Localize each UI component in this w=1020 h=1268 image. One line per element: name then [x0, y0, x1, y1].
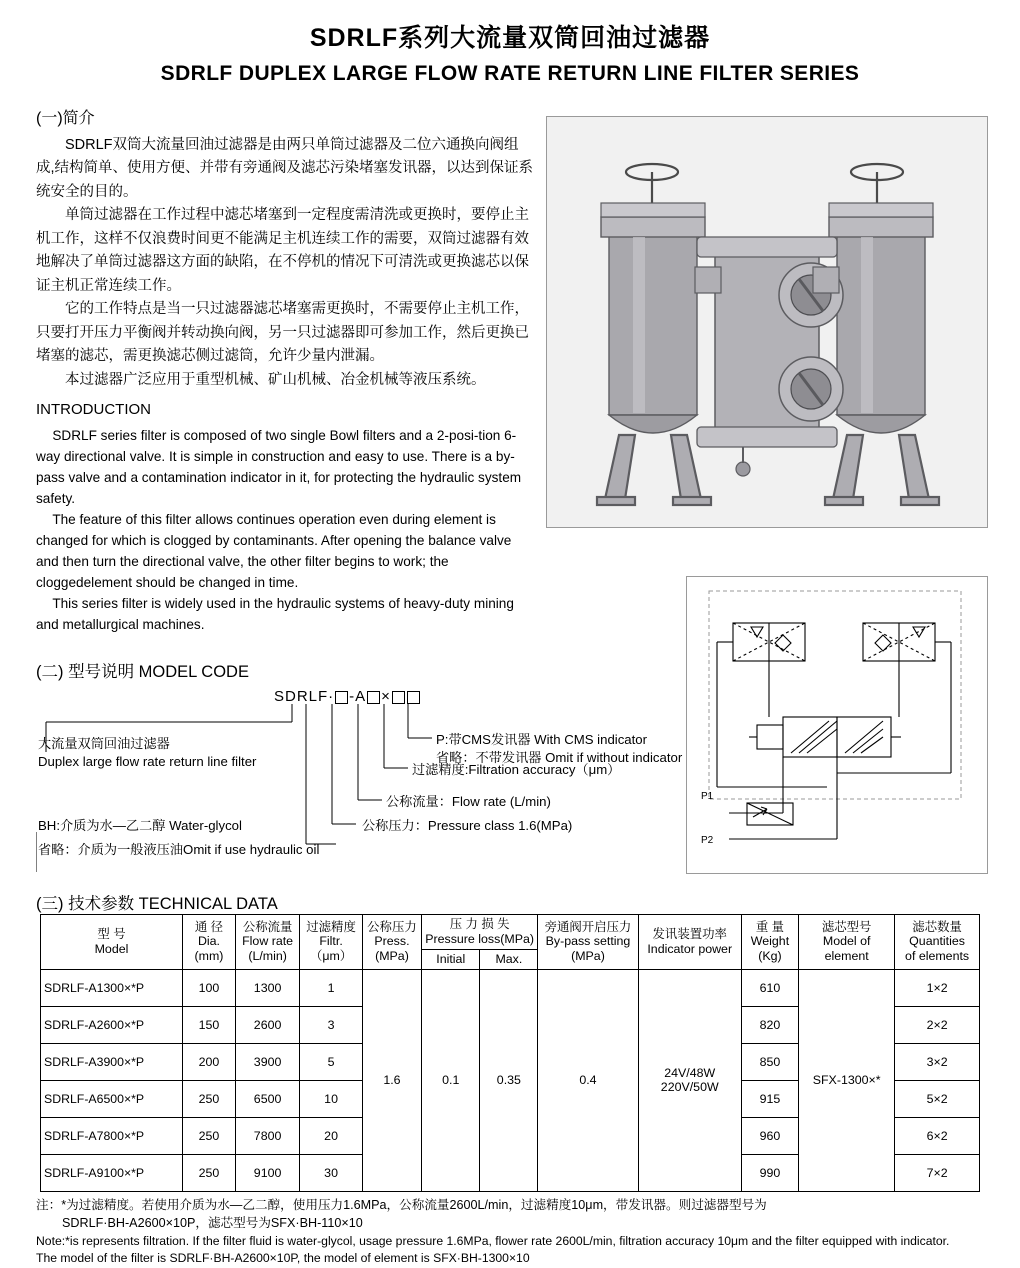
cell-bypass-merged: 0.4: [538, 969, 638, 1191]
label-pressure-class: 公称压力：Pressure class 1.6(MPa): [362, 818, 573, 833]
th-flow: 公称流量 Flow rate (L/min): [235, 915, 299, 970]
document-page: [0, 18, 1020, 1266]
cell-flow: 3900: [235, 1043, 299, 1080]
cell-model: SDRLF-A1300×*P: [41, 969, 183, 1006]
label-product-en: Duplex large flow rate return line filter: [38, 754, 257, 769]
cell-model: SDRLF-A7800×*P: [41, 1117, 183, 1154]
intro-heading-cn: (一)简介: [36, 110, 95, 127]
technical-data-table: [40, 914, 980, 1192]
code-box-4: [407, 691, 420, 704]
cell-filtr: 1: [300, 969, 363, 1006]
model-code-diagram: [36, 682, 686, 882]
label-filtration-accuracy: 过滤精度:Filtration accuracy（μm）: [412, 762, 621, 777]
cell-filtr: 30: [300, 1154, 363, 1191]
cell-weight: 610: [741, 969, 798, 1006]
intro-paragraph-1: SDRLF双筒大流量回油过滤器是由两只单筒过滤器及二位六通换向阀组成,结构简单、使用方便、并带有旁通阀及滤芯污染堵塞发讯器，以达到保证系统安全的目的。: [36, 136, 534, 200]
cell-filtr: 20: [300, 1117, 363, 1154]
cell-model: SDRLF-A6500×*P: [41, 1080, 183, 1117]
label-indicator-omit: 省略：不带发讯器 Omit if without indicator: [436, 750, 683, 765]
cell-weight: 850: [741, 1043, 798, 1080]
intro-heading-en: INTRODUCTION: [36, 401, 151, 419]
th-element-model: 滤芯型号 Model of element: [799, 915, 895, 970]
cell-weight: 990: [741, 1154, 798, 1191]
hydraulic-schematic: [686, 576, 988, 874]
th-loss-initial: Initial: [422, 949, 480, 969]
cell-dia: 150: [182, 1006, 235, 1043]
notes-section: [36, 1196, 986, 1268]
schematic-port-p2-label: P2: [701, 835, 714, 846]
cell-qty: 2×2: [895, 1006, 980, 1043]
cell-filtr: 3: [300, 1006, 363, 1043]
duplex-filter-illustration: [547, 117, 987, 527]
cell-indicator-merged: [638, 969, 741, 1191]
model-code-heading: (二) 型号说明 MODEL CODE: [36, 663, 249, 681]
indicator-line-1: 24V/48W: [664, 1066, 716, 1081]
cell-weight: 915: [741, 1080, 798, 1117]
cell-weight: 960: [741, 1117, 798, 1154]
cell-flow: 2600: [235, 1006, 299, 1043]
cell-qty: 5×2: [895, 1080, 980, 1117]
cell-flow: 1300: [235, 969, 299, 1006]
cell-dia: 100: [182, 969, 235, 1006]
intro-en-paragraph-3: This series filter is widely used in the hydraulic systems of heavy-duty mining and metallurgical machines.: [36, 596, 514, 633]
th-pressure-loss: 压 力 损 失 Pressure loss(MPa): [422, 915, 538, 950]
note-en-line-1: Note:*is represents filtration. If the filter fluid is water-glycol, usage pressure 1.6MPa, flower rate 2600L/min, filtration accuracy 10μm and the filter equipped with indicator.: [36, 1233, 950, 1248]
label-product-cn: 大流量双筒回油过滤器: [38, 736, 170, 751]
th-bypass: 旁通阀开启压力 By-pass setting (MPa): [538, 915, 638, 970]
label-bh-waterglycol: BH:介质为水—乙二醇 Water-glycol: [38, 818, 242, 833]
cell-flow: 9100: [235, 1154, 299, 1191]
label-indicator-p: P:带CMS发讯器 With CMS indicator: [436, 732, 648, 747]
th-model: 型 号 Model: [41, 915, 183, 970]
cell-filtr: 5: [300, 1043, 363, 1080]
schematic-port-p1-label: P1: [701, 791, 714, 802]
th-weight: 重 量 Weight (Kg): [741, 915, 798, 970]
code-box-3: [392, 691, 405, 704]
code-box-2: [367, 691, 380, 704]
introduction-section: [36, 106, 536, 635]
cell-flow: 6500: [235, 1080, 299, 1117]
page-title-cn: SDRLF系列大流量双筒回油过滤器: [309, 24, 711, 52]
model-code-string: SDRLF· -A ×: [274, 688, 421, 705]
cell-element-merged: SFX-1300×*: [799, 969, 895, 1191]
cell-flow: 7800: [235, 1117, 299, 1154]
cell-qty: 6×2: [895, 1117, 980, 1154]
th-indicator-power: 发讯装置功率 Indicator power: [638, 915, 741, 970]
note-en-line-2: The model of the filter is SDRLF·BH-A2600×10P, the model of element is SFX·BH-1300×10: [36, 1251, 530, 1266]
intro-en-paragraph-2: The feature of this filter allows continues operation even during element is changed for which is clogged by contaminants. After opening the balance valve and then turn the directional valve, the other filter begins to work; the cloggedelement should be changed in time.: [36, 511, 512, 590]
cell-loss-max-merged: 0.35: [480, 969, 538, 1191]
cell-qty: 7×2: [895, 1154, 980, 1191]
cell-qty: 1×2: [895, 969, 980, 1006]
cell-model: SDRLF-A3900×*P: [41, 1043, 183, 1080]
intro-paragraph-2: 单筒过滤器在工作过程中滤芯堵塞到一定程度需清洗或更换时，要停止主机工作，这样不仅浪费时间更不能满足主机连续工作的需要，双筒过滤器有效地解决了单筒过滤器这方面的缺陷，在不停机的情况下可清洗或更换滤芯以保证主机正常连续工作。: [36, 207, 529, 294]
cell-dia: 250: [182, 1154, 235, 1191]
page-title-en: SDRLF DUPLEX LARGE FLOW RATE RETURN LINE FILTER SERIES: [160, 62, 860, 85]
th-quantities: 滤芯数量 Quantities of elements: [895, 915, 980, 970]
cell-dia: 250: [182, 1117, 235, 1154]
schematic-diagram: [687, 577, 985, 871]
cell-loss-initial-merged: 0.1: [422, 969, 480, 1191]
note-cn-line-1: 注：*为过滤精度。若使用介质为水—乙二醇，使用压力1.6MPa，公称流量2600L/min，过滤精度10μm，带发讯器。则过滤器型号为: [36, 1198, 767, 1212]
code-box-1: [335, 691, 348, 704]
cell-press-merged: 1.6: [362, 969, 421, 1191]
cell-model: SDRLF-A9100×*P: [41, 1154, 183, 1191]
indicator-line-2: 220V/50W: [660, 1080, 719, 1095]
product-photo: [546, 116, 988, 528]
label-bh-omit: 省略：介质为一般液压油Omit if use hydraulic oil: [38, 842, 320, 857]
model-code-prefix: SDRLF·: [274, 688, 335, 705]
cell-qty: 3×2: [895, 1043, 980, 1080]
th-filtr: 过滤精度 Filtr. （μm）: [300, 915, 363, 970]
table-header-row: [41, 915, 980, 950]
intro-paragraph-3: 它的工作特点是当一只过滤器滤芯堵塞需更换时，不需要停止主机工作，只要打开压力平衡阀并转动换向阀，另一只过滤器即可参加工作，然后更换已堵塞的滤芯，需更换滤芯侧过滤筒，允许少量内泄漏。: [36, 301, 529, 365]
th-press: 公称压力 Press. (MPa): [362, 915, 421, 970]
label-flow-rate: 公称流量：Flow rate (L/min): [386, 794, 551, 809]
table-row: [41, 969, 980, 1006]
intro-paragraph-4: 本过滤器广泛应用于重型机械、矿山机械、冶金机械等液压系统。: [65, 371, 486, 388]
note-cn-line-2: SDRLF·BH-A2600×10P，滤芯型号为SFX·BH-110×10: [62, 1216, 363, 1231]
cell-model: SDRLF-A2600×*P: [41, 1006, 183, 1043]
cell-dia: 200: [182, 1043, 235, 1080]
intro-en-paragraph-1: SDRLF series filter is composed of two single Bowl filters and a 2-posi-tion 6-way directional valve. It is simple in construction and easy to use. There is a by-pass valve and a contamination indicator in it, for protecting the hydraulic system safety.: [36, 427, 522, 506]
cell-dia: 250: [182, 1080, 235, 1117]
technical-data-heading: (三) 技术参数 TECHNICAL DATA: [36, 895, 278, 913]
cell-weight: 820: [741, 1006, 798, 1043]
th-loss-max: Max.: [480, 949, 538, 969]
th-dia: 通 径 Dia. (mm): [182, 915, 235, 970]
cell-filtr: 10: [300, 1080, 363, 1117]
